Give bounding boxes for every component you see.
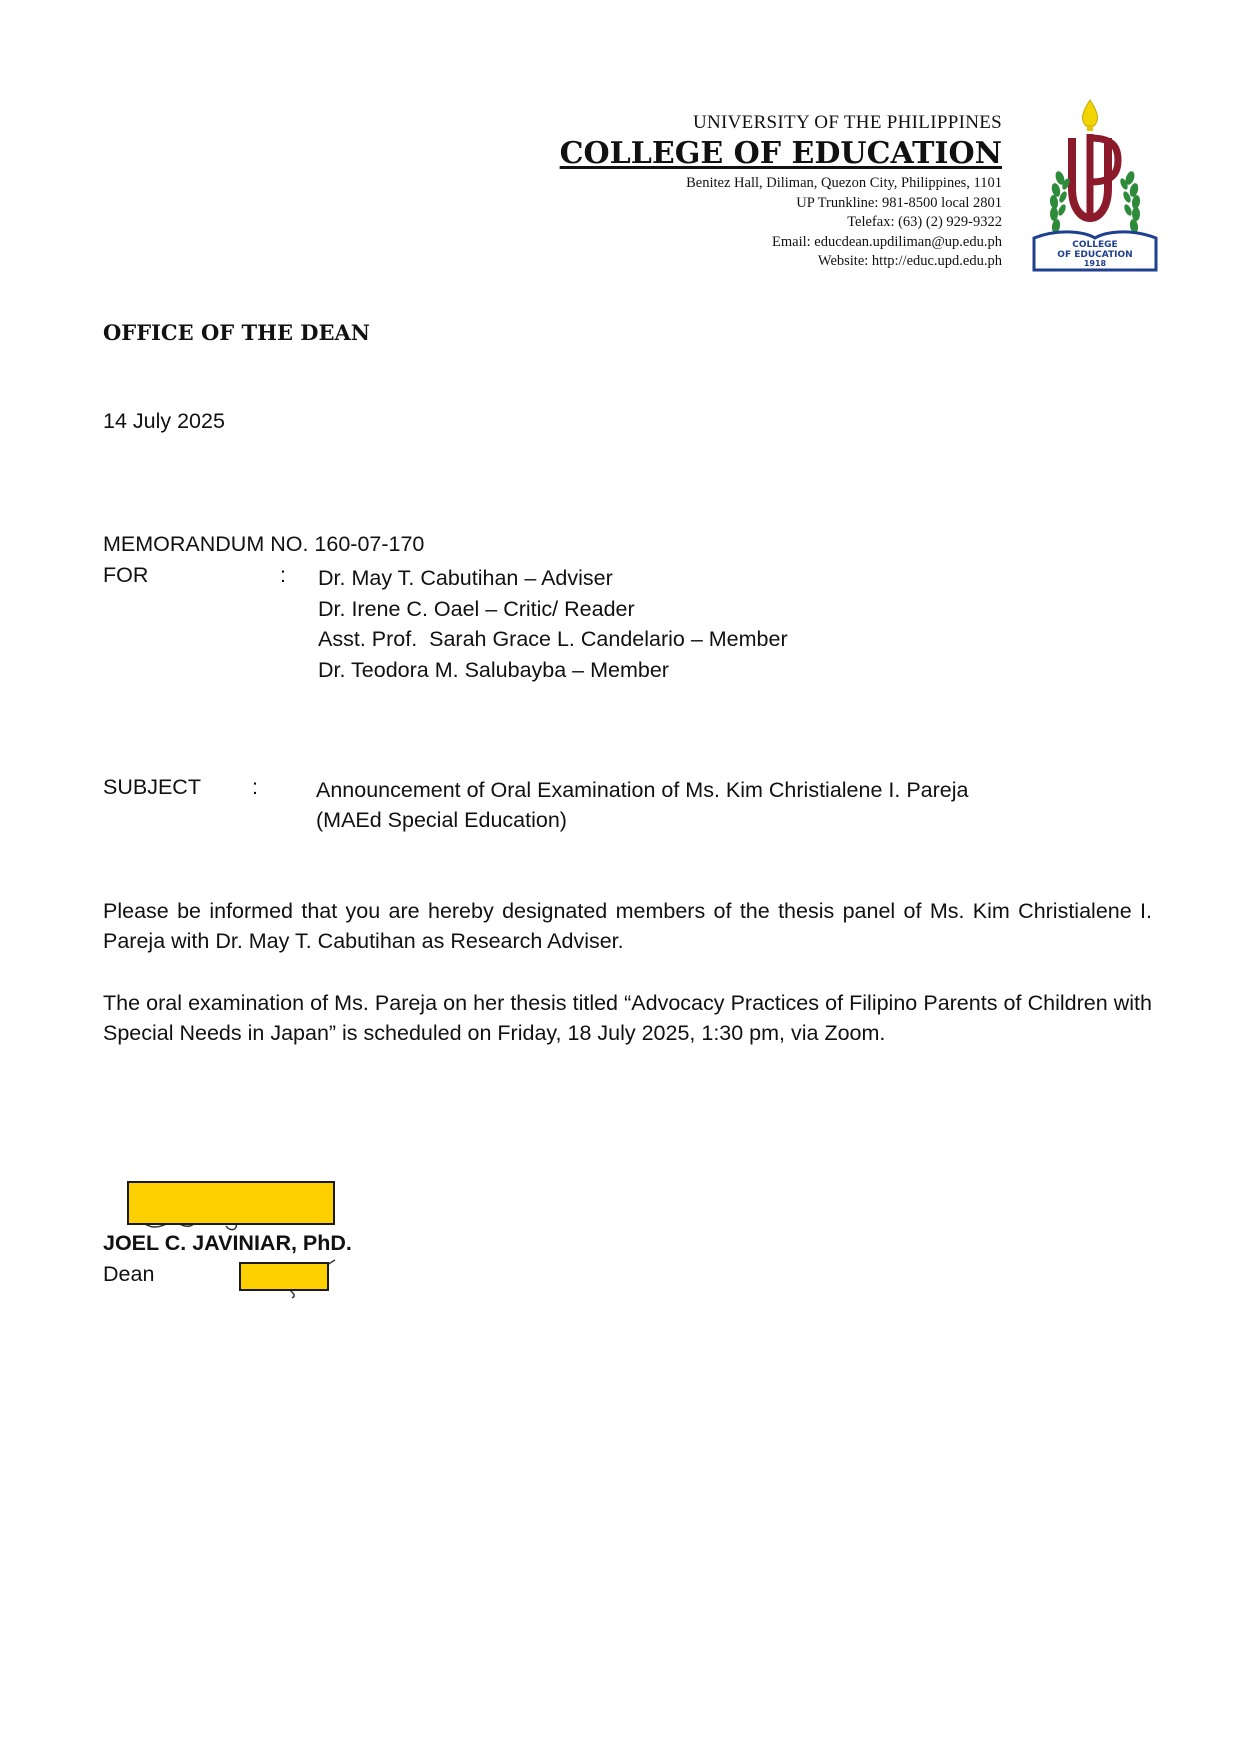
address: Benitez Hall, Diliman, Quezon City, Philippines, 1101 [686, 175, 1002, 191]
seal-year: 1918 [1083, 259, 1107, 268]
seal-text-line2: OF EDUCATION [1057, 250, 1133, 260]
signer-name: JOEL C. JAVINIAR, PhD. [103, 1231, 352, 1255]
subject-line-2: (MAEd Special Education) [316, 808, 567, 832]
subject-colon: : [252, 775, 258, 799]
memo-number: MEMORANDUM NO. 160-07-170 [103, 532, 425, 556]
subject-label: SUBJECT [103, 775, 201, 799]
college-name: COLLEGE OF EDUCATION [559, 136, 1002, 171]
seal-text-line1: COLLEGE [1072, 240, 1118, 250]
telefax: Telefax: (63) (2) 929-9322 [847, 214, 1002, 230]
memo-date: 14 July 2025 [103, 409, 225, 433]
recipient-list [318, 563, 788, 685]
website: Website: http://educ.upd.edu.ph [817, 253, 1002, 269]
for-label: FOR [103, 563, 149, 587]
initials-redaction [239, 1262, 329, 1291]
body-paragraph-1: Please be informed that you are hereby designated members of the thesis panel of Ms. Kim Christialene I. Pareja with Dr. May T. Cabutihan as Research Adviser. [103, 899, 1152, 953]
subject-line-1: Announcement of Oral Examination of Ms. Kim Christialene I. Pareja [316, 778, 969, 802]
letterhead [560, 112, 1002, 272]
signer-title: Dean [103, 1262, 155, 1286]
up-college-of-education-seal-icon [1030, 98, 1160, 276]
subject-text [316, 775, 968, 835]
email: Email: educdean.updiliman@up.edu.ph [772, 233, 1002, 250]
office-heading: OFFICE OF THE DEAN [103, 320, 370, 345]
recipient-item: Dr. May T. Cabutihan – Adviser [318, 566, 613, 590]
recipient-item: Dr. Teodora M. Salubayba – Member [318, 657, 669, 682]
for-colon: : [280, 563, 286, 587]
signature-redaction [127, 1181, 335, 1225]
contact-block [560, 174, 1002, 272]
recipient-item: Asst. Prof. Sarah Grace L. Candelario – Member [318, 627, 788, 651]
recipient-item: Dr. Irene C. Oael – Critic/ Reader [318, 596, 635, 621]
trunkline: UP Trunkline: 981-8500 local 2801 [796, 194, 1002, 211]
university-name: UNIVERSITY OF THE PHILIPPINES [692, 112, 1002, 133]
body-paragraph-2: The oral examination of Ms. Pareja on her thesis titled “Advocacy Practices of Filipino Parents of Children with Special Needs in Japan” is scheduled on Friday, 18 July 2025, 1:30 pm, via Zoom. [103, 991, 1152, 1045]
